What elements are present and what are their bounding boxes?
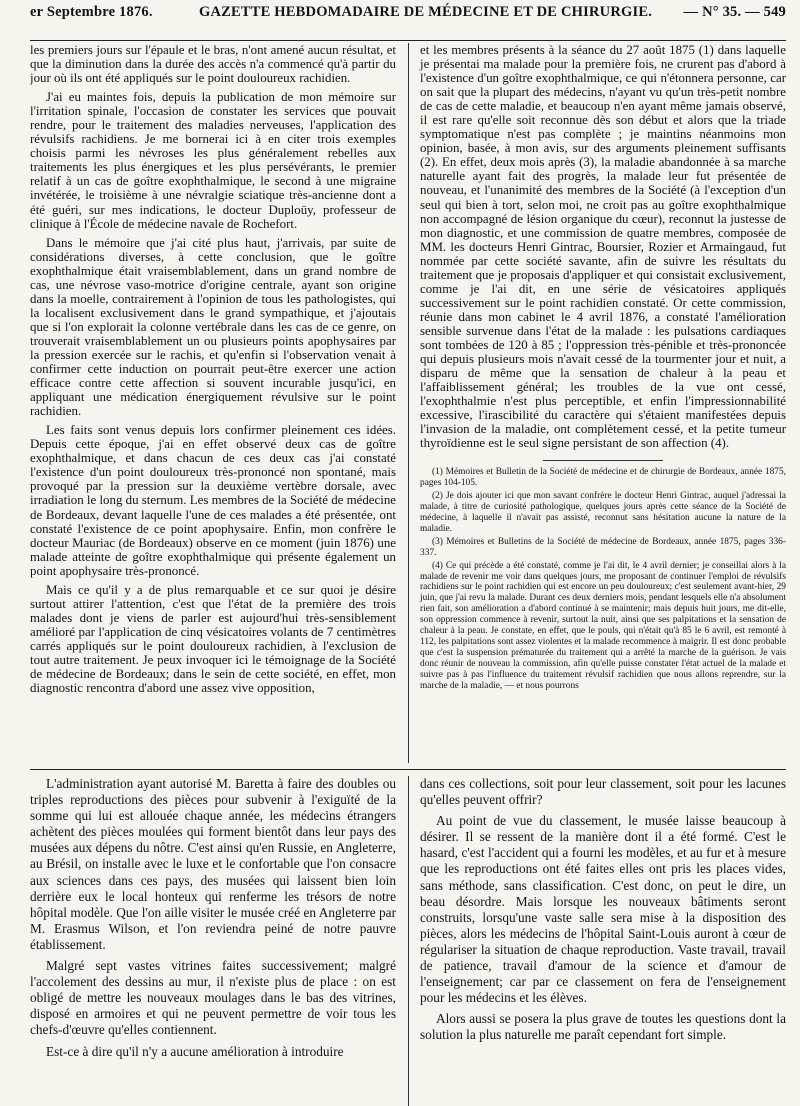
- running-header: [30, 4, 786, 41]
- issue-page-number: — N° 35. — 549: [683, 4, 786, 20]
- section-separator: [30, 769, 786, 770]
- paragraph: J'ai eu maintes fois, depuis la publication de mon mémoire sur l'irritation spinale, l'occasion de constater les services que pouvait rendre, pour le traitement des maladies nerveuses, l'application des révulsifs rachidiens. Je me bornerai ici à en citer trois exemples choisis parmi les névroses les plus généralement rebelles aux traitements les plus énergiques et les plus persévérants, le premier relatif à un cas de goître exophthalmique, le second à une migraine invétérée, le troisième à une névralgie sciatique très-ancienne dont a été guéri, sur mes indications, le docteur Duploüy, professeur de clinique à l'École de médecine navale de Rochefort.: [30, 90, 396, 231]
- footnote-divider: [543, 460, 663, 461]
- top-left-column: [30, 43, 396, 763]
- footnotes: [420, 467, 786, 691]
- article-top: [30, 43, 786, 763]
- header-date: er Septembre 1876.: [30, 4, 153, 20]
- paragraph: L'administration ayant autorisé M. Baretta à faire des doubles ou triples reproductions des pièces pour subvenir à l'exiguïté de la somme qui lui est allouée chaque année, les médecins étrangers achètent des pièces moulées qui forment bientôt dans leur pays des musées aux dépens du nôtre. C'est ainsi qu'en Russie, en Angleterre, au Brésil, on installe avec le luxe et le confortable que l'on consacre aux sciences dans ces pays, des musées qui laissent bien loin derrière eux le local honteux qui renferme les trésors de notre hôpital modèle. Que l'on aille visiter le musée créé en Angleterre par M. Erasmus Wilson, et l'on reviendra peiné de notre pauvre établissement.: [30, 776, 396, 952]
- footnote: (4) Ce qui précède a été constaté, comme je l'ai dit, le 4 avril dernier; je conseillai alors à la malade de revenir me voir dans quelques jours, me proposant de continuer l'emploi de révulsifs rachidiens sur le point rachidien qui est encore un peu douloureux; c'est seulement avant-hier, 29 juin, que j'ai revu la malade. Durant ces deux derniers mois, pendant lesquels elle n'a absolument rien fait, son amélioration a d'abord continué à se maintenir; mais depuis huit jours, me dit-elle, son oppression commence à revenir, surtout la nuit, ainsi que ses palpitations et la sensation de chaleur à la peau. Je constate, en effet, que le pouls, qui n'était qu'à 85 le 6 avril, est remonté à 112, les palpitations sont assez violentes et la malade recommence à maigrir. Il est donc probable que c'est la suspension prématurée du traitement qui a arrêté la marche de la guérison. Je vais donc réunir de nouveau la commission, afin qu'elle puisse constater l'état actuel de la malade et suivre pas à pas l'influence du traitement révulsif rachidien que nous allons reprendre, sur la marche de la maladie, — et nous pourrons: [420, 560, 786, 691]
- top-right-column: [420, 43, 786, 763]
- paragraph: Au point de vue du classement, le musée laisse beaucoup à désirer. Il se ressent de la manière dont il a été formé. C'est le hasard, c'est l'accident qui a fourni les modèles, et au fur et à mesure que les reproductions ont été faites elles ont pris les places vides, sans méthode, sans classification. C'est donc, on peut le dire, un beau désordre. Mais lorsque les nouveaux bâtiments seront construits, lorsqu'une vaste salle sera mise à la disposition des pièces, alors les médecins de l'hôpital Saint-Louis auront à cœur de régulariser la situation de chaque reproduction. Vaste travail, travail de patience, travail d'amour de la science et d'amour de l'enseignement; car par ce classement on fera de l'enseignement pour les médecins et les élèves.: [420, 813, 786, 1006]
- paragraph: Malgré sept vastes vitrines faites successivement; malgré l'accolement des dessins au mur, il n'existe plus de place : on est obligé de mettre les nouveaux moulages dans le bas des vitrines, disposé en armoires et qui ne peuvent permettre de voir tous les chefs-d'œuvre qu'elles contiennent.: [30, 958, 396, 1038]
- paragraph: les premiers jours sur l'épaule et le bras, n'ont amené aucun résultat, et que la diminution dans la durée des accès n'a commencé qu'à partir du jour où ils ont été appliqués sur le point douloureux rachidien.: [30, 43, 396, 86]
- bottom-left-column: [30, 776, 396, 1106]
- footnote: (3) Mémoires et Bulletins de la Société de médecine de Bordeaux, année 1875, pages 336-337.: [420, 536, 786, 558]
- paragraph: et les membres présents à la séance du 27 août 1875 (1) dans laquelle je présentai ma malade pour la première fois, ne crurent pas d'abord à l'existence d'un goître exophthalmique, ce qui n'étonnera personne, car on sait que la plupart des médecins, n'ayant vu qu'un très-petit nombre de cas de cette maladie, et beaucoup n'en ayant même jamais observé, il est rare qu'elle soit reconnue dès son début et alors que la triade symptomatique n'est pas complète ; je maintins néanmoins mon opinion, basée, à mon avis, sur des arguments pleinement suffisants (2). En effet, deux mois après (3), la maladie abandonnée à sa marche naturelle ayant fait des progrès, la malade leur fut présentée de nouveau, et l'unanimité des membres de la Société (à l'exception d'un seul qui bien à tort, selon moi, ne croit pas au goître exophthalmique non accompagné de lésion organique du cœur), reconnut la justesse de mon diagnostic, et une commission de quatre membres, composée de MM. les docteurs Henri Gintrac, Boursier, Rozier et Armaingaud, fut nommée par cette société savante, afin de suivre les résultats du traitement que je proposais d'appliquer et qui consistait exclusivement, comme je l'ai dit, en une série de vésicatoires appliqués successivement sur le point rachidien constaté. Or cette commission, réunie dans mon cabinet le 4 avril 1876, a constaté l'amélioration sensible survenue dans l'état de la malade : les pulsations cardiaques sont tombées de 120 à 85 ; l'oppression très-pénible et très-prononcée qui depuis plusieurs mois n'avait cessé de la tourmenter jour et nuit, a disparu de même que la sensation de chaleur à la peau et l'affaiblissement général; les troubles de la vue ont cessé, l'exophthalmie n'est plus perceptible, et enfin l'impressionnabilité excessive, l'irascibilité du caractère qui s'étaient manifestées depuis l'invasion de la maladie, ont complètement cessé, et la petite tumeur thyroïdienne est le seul signe persistant de son affection (4).: [420, 43, 786, 451]
- paragraph: Alors aussi se posera la plus grave de toutes les questions dont la solution la plus naturelle me paraît cependant fort simple.: [420, 1011, 786, 1043]
- journal-title: GAZETTE HEBDOMADAIRE DE MÉDECINE ET DE CHIRURGIE.: [198, 4, 653, 20]
- paragraph: Mais ce qu'il y a de plus remarquable et ce sur quoi je désire surtout attirer l'attention, c'est que l'état de la première des trois malades dont je viens de parler est aujourd'hui très-sensiblement amélioré par l'application de cinq vésicatoires volants de 7 centimètres carrés appliqués sur le point douloureux rachidien, à l'exclusion de tout autre traitement. Je peux invoquer ici le témoignage de la Société de médecine de Bordeaux; dans le sein de cette société, en effet, mon diagnostic rencontra d'abord une assez vive opposition,: [30, 582, 396, 696]
- footnote: (1) Mémoires et Bulletin de la Société de médecine et de chirurgie de Bordeaux, année 1875, pages 104-105.: [420, 467, 786, 489]
- paragraph: dans ces collections, soit pour leur classement, soit pour les lacunes qu'elles peuvent offrir?: [420, 776, 786, 808]
- column-divider: [408, 43, 409, 763]
- article-bottom: [30, 776, 786, 1106]
- paragraph: Les faits sont venus depuis lors confirmer pleinement ces idées. Depuis cette époque, j'ai en effet observé deux cas de goître exophthalmique, et dans chacun de ces deux cas j'ai constaté l'existence d'un point douloureux très-prononcé non spontané, mais provoqué par la pression sur la deuxième vertèbre dorsale, avec irradiation le long du sternum. Les membres de la Société de médecine de Bordeaux, devant laquelle l'une de ces malades a été présentée, ont constaté l'existence de ce point apophysaire. Enfin, mon confrère le docteur Mauriac (de Bordeaux) observe en ce moment (juin 1876) une malade atteinte de goître exophthalmique qui présente également un point apophysaire très-prononcé.: [30, 423, 396, 578]
- paragraph: Dans le mémoire que j'ai cité plus haut, j'arrivais, par suite de considérations diverses, à cette conclusion, que le goître exophthalmique était vraisemblablement, dans un grand nombre de cas, une névrose vaso-motrice d'origine centrale, ayant son origine dans la moelle, contrairement à l'opinion de tous les pathologistes, qui la localisent exclusivement dans le grand sympathique, et j'ajoutais que si l'on explorait la colonne vertébrale dans les cas de ce genre, on trouverait vraisemblablement un ou plusieurs points apophysaires par la pression exercée sur le rachis, et qu'enfin si l'observation venait à confirmer cette induction on pourrait peut-être exercer une action efficace contre cette affection si souvent incurable jusqu'ici, en appliquant une médication énergiquement révulsive sur le point rachidien.: [30, 235, 396, 419]
- bottom-right-column: [420, 776, 786, 1106]
- column-divider: [408, 776, 409, 1106]
- paragraph: Est-ce à dire qu'il n'y a aucune amélioration à introduire: [46, 1043, 344, 1059]
- footnote: (2) Je dois ajouter ici que mon savant confrère le docteur Henri Gintrac, auquel j'adressai la malade, à titre de curiosité pathologique, quelques jours après cette séance de la Société de médecine, à laquelle il n'avait pas assisté, reconnut sans hésitation aucune la nature de la maladie.: [420, 491, 786, 534]
